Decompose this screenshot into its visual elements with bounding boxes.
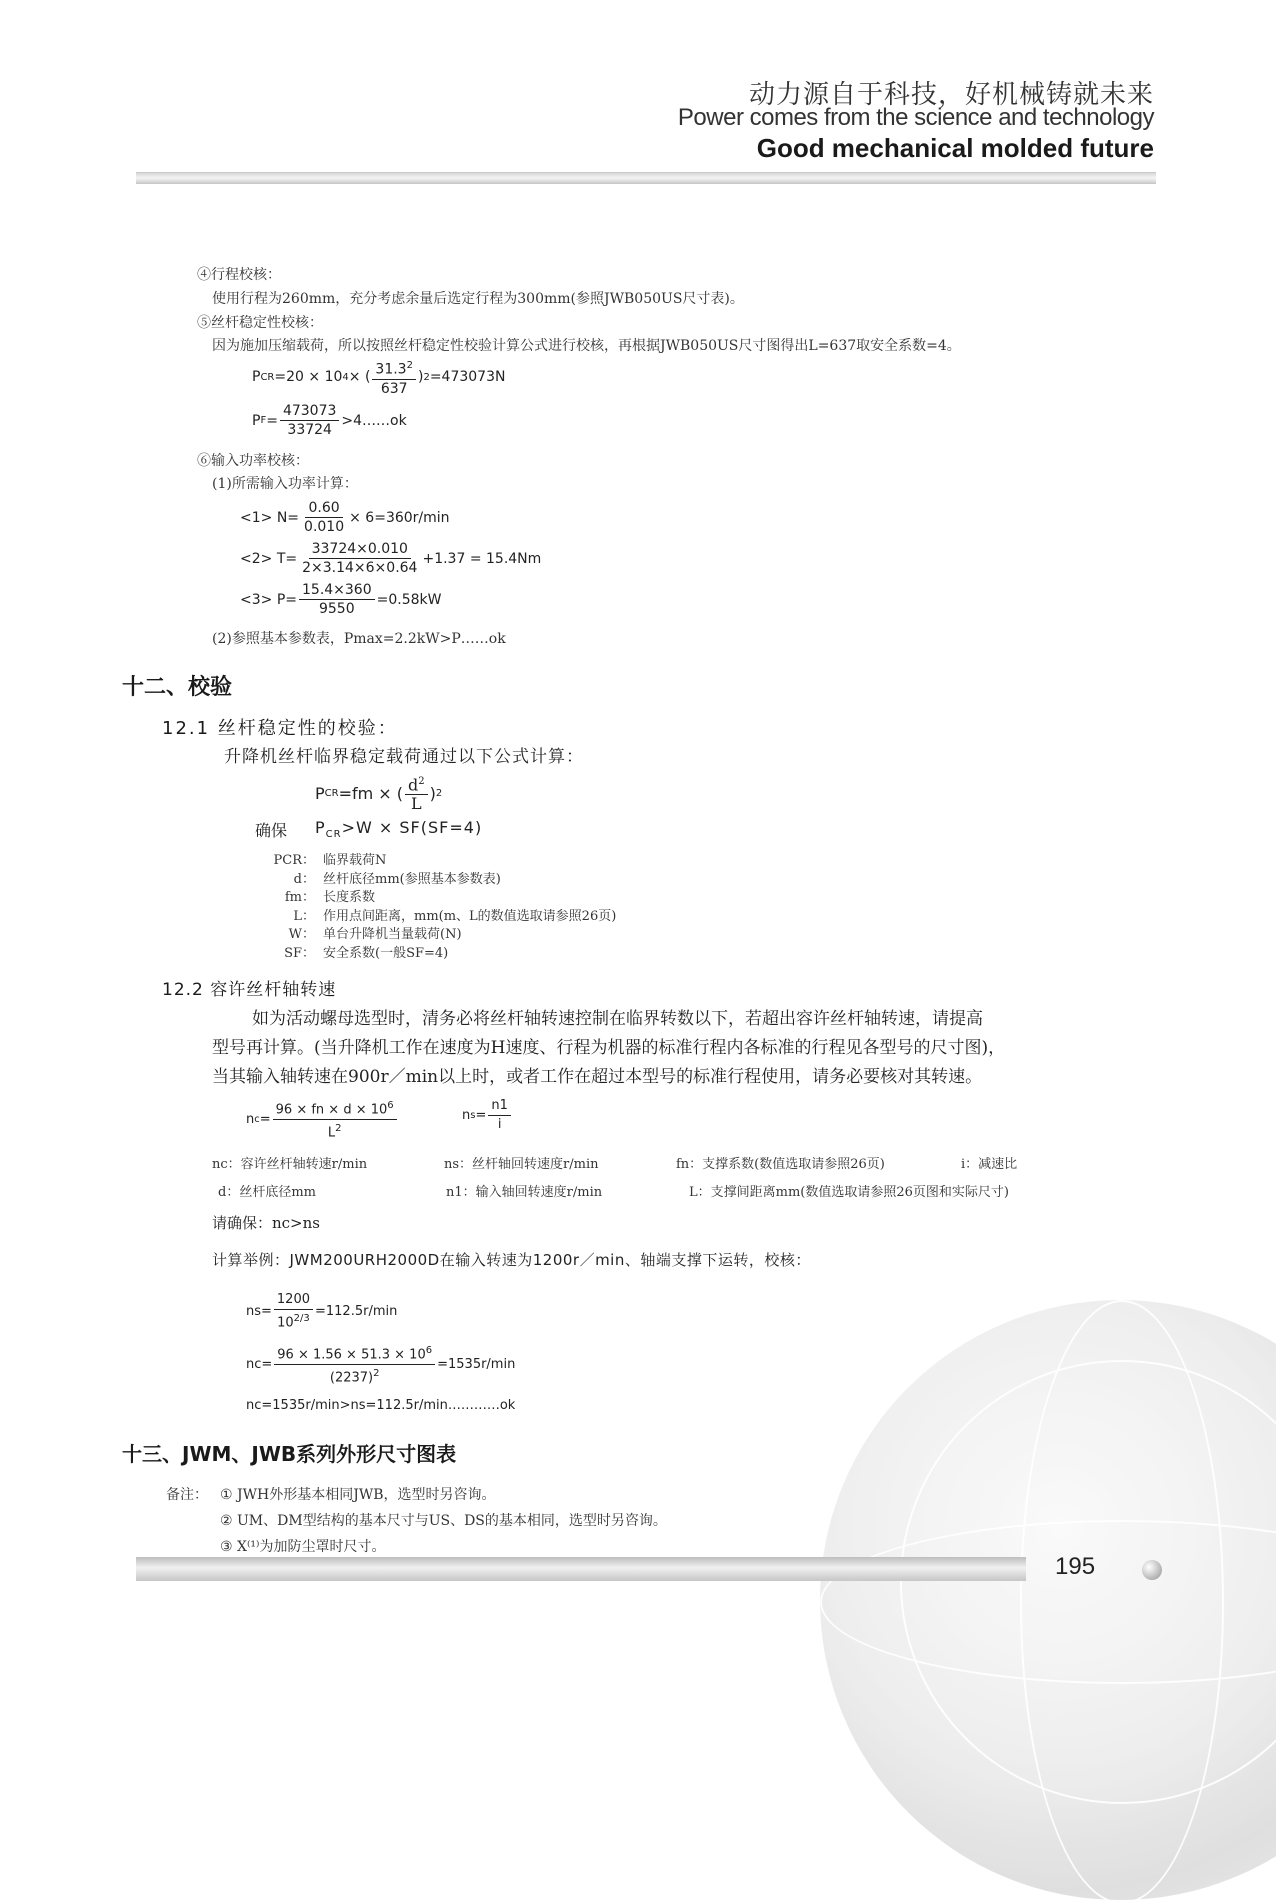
- legend-nc: nc：容许丝杆轴转速r/min: [212, 1157, 368, 1172]
- ensure-condition: $P_{CR}>W \times SF(SF=4)$: [315, 818, 483, 841]
- section-13-heading: 十三、JWM、JWB系列外形尺寸图表: [122, 1442, 457, 1466]
- notes-label: 备注：: [166, 1487, 208, 1503]
- definition-item: d： 丝杆底径mm(参照基本参数表): [293, 871, 501, 887]
- formula-n-calc: <1> N= $\frac{0.60}{0.010}$ × 6=360r/min: [240, 500, 450, 535]
- formula-p-calc: <3> P= $\frac{15.4\times 360}{9550}$ =0.58kW: [240, 582, 442, 617]
- section-5-title: ⑤丝杆稳定性校核：: [197, 315, 323, 331]
- definitions-list: [255, 852, 616, 963]
- section-6-sub1: (1)所需输入功率计算：: [212, 476, 358, 492]
- section-12-2-title: 12.2 容许丝杆轴转速: [162, 980, 337, 1000]
- definition-item: W： 单台升降机当量载荷(N): [288, 927, 462, 942]
- note-item-3: ③ X⁽¹⁾为加防尘罩时尺寸。: [220, 1539, 386, 1555]
- section-12-heading: 十二、校验: [122, 675, 233, 700]
- formula-nc-example: nc= $\frac{96 \times 1.56 \times 51.3 \times 10^6}{(2237)^2}$ =1535r/min: [246, 1345, 516, 1386]
- section-12-1-title: 12.1 丝杆稳定性的校验：: [162, 718, 398, 739]
- legend-n1: n1：输入轴回转速度r/min: [446, 1185, 603, 1200]
- legend-d: d：丝杆底径mm: [218, 1185, 316, 1200]
- header-slogan-cn: 动力源自于科技，好机械铸就未来: [748, 80, 1154, 110]
- header-slogan-en-line2: Good mechanical molded future: [756, 133, 1154, 163]
- formula-pcr-general: P CR =fm × ( $\frac{d^2}{L}$ ) 2: [315, 775, 443, 814]
- ensure-label: 确保: [255, 821, 288, 840]
- calc-example: 计算举例：JWM200URH2000D在输入转速为1200r／min、轴端支撑下运转，校核：: [212, 1251, 811, 1269]
- definition-item: L： 作用点间距离，mm(m、L的数值选取请参照26页): [293, 908, 617, 924]
- note-item-1: ① JWH外形基本相同JWB，选型时另咨询。: [220, 1487, 496, 1503]
- definition-item: PCR： 临界载荷N: [273, 853, 387, 868]
- legend-l: L：支撑间距离mm(数值选取请参照26页图和实际尺寸): [689, 1185, 1009, 1200]
- section-12-1-intro: 升降机丝杆临界稳定载荷通过以下公式计算：: [224, 747, 584, 767]
- header-slogan-en-line1: Power comes from the science and technology: [677, 104, 1154, 131]
- definition-item: SF： 安全系数(一般SF=4): [284, 945, 449, 961]
- section-12-2-para-line2: 型号再计算。(当升降机工作在速度为H速度、行程为机器的标准行程内各标准的行程见各型号的尺寸图)，: [212, 1038, 1006, 1058]
- section-12-2-para-line1: 如为活动螺母选型时，清务必将丝杆轴转速控制在临界转数以下，若超出容许丝杆轴转速，请提高: [252, 1009, 983, 1029]
- formula-nc-general: n c = $\frac{96 \times fn \times d \times 10^6}{L^2}$: [246, 1098, 399, 1142]
- formula-ns-example: ns= $\frac{1200}{10^{2/3}}$ =112.5r/min: [246, 1292, 398, 1331]
- section-5-body: 因为施加压缩载荷，所以按照丝杆稳定性校验计算公式进行校核，再根据JWB050US尺寸图得出L=637取安全系数=4。: [212, 338, 961, 354]
- legend-i: i：减速比: [961, 1157, 1018, 1172]
- footer-bar: [136, 1557, 1026, 1581]
- formula-pf-calc: P F = $\frac{473073}{33724}$ >4……ok: [252, 403, 407, 438]
- example-result: nc=1535r/min>ns=112.5r/min…………ok: [246, 1398, 516, 1413]
- formula-pcr-calc: P CR =20 × 10 4 × ( $\frac{31.3^2}{637}$ ) 2 =473073N: [252, 360, 506, 397]
- page-number: 195: [1055, 1553, 1096, 1580]
- legend-fn: fn：支撑系数(数值选取请参照26页): [676, 1157, 885, 1172]
- definition-item: fm： 长度系数: [284, 890, 376, 905]
- page-dot-icon: [1142, 1560, 1162, 1580]
- formula-t-calc: <2> T= $\frac{33724\times 0.010}{2\times 3.14\times 6\times 0.64}$ +1.37 = 15.4Nm: [240, 541, 542, 576]
- globe-decoration: [820, 1300, 1276, 1900]
- ensure-nc-ns: 请确保：nc>ns: [212, 1214, 320, 1232]
- section-4-body: 使用行程为260mm，充分考虑余量后选定行程为300mm(参照JWB050US尺寸表)。: [212, 291, 744, 307]
- section-6-title: ⑥输入功率校核：: [197, 453, 309, 469]
- legend-ns: ns：丝杆轴回转速度r/min: [444, 1157, 599, 1172]
- note-item-2: ② UM、DM型结构的基本尺寸与US、DS的基本相同，选型时另咨询。: [220, 1513, 667, 1529]
- section-6-sub2: (2)参照基本参数表，Pmax=2.2kW>P……ok: [212, 631, 506, 647]
- section-4-title: ④行程校核：: [197, 267, 281, 283]
- formula-ns-general: n s = $\frac{n1}{i}$: [462, 1098, 513, 1133]
- section-12-2-para-line3: 当其输入轴转速在900r／min以上时，或者工作在超过本型号的标准行程使用，请务必要核对其转速。: [212, 1067, 983, 1087]
- header-divider: [136, 172, 1156, 184]
